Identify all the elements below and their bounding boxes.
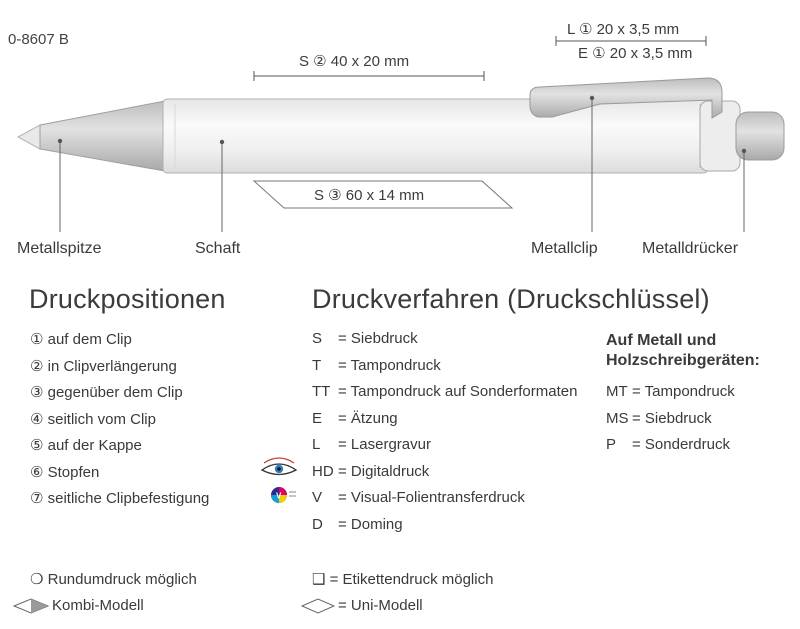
label-metal-pusher: Metalldrücker: [642, 240, 739, 257]
positions-heading: Druckpositionen: [29, 284, 226, 314]
clip-laser-area-label: L ① 20 x 3,5 mm: [567, 21, 680, 38]
shaft-bottom-area-label: S ③ 60 x 14 mm: [314, 187, 425, 204]
visual-print-icon: [271, 487, 296, 503]
method-code: V: [312, 489, 323, 506]
method-label: = Ätzung: [338, 410, 398, 427]
label-metal-clip: Metallclip: [531, 240, 598, 257]
method-code: D: [312, 516, 323, 533]
legend-round-print: ❍ Rundumdruck möglich: [30, 571, 197, 588]
metal-label: = Tampondruck: [632, 383, 735, 400]
label-shaft: Schaft: [195, 240, 241, 257]
position-item: ③ gegenüber dem Clip: [30, 384, 183, 401]
metal-item: [606, 436, 730, 453]
label-metal-tip: Metallspitze: [17, 240, 102, 257]
method-item: [312, 516, 403, 533]
method-label: = Tampondruck: [338, 357, 441, 374]
metal-item: [606, 410, 712, 427]
metal-label: = Siebdruck: [632, 410, 712, 427]
method-item: [312, 330, 418, 347]
method-item: [312, 383, 577, 400]
method-item: [312, 410, 398, 427]
uni-model-icon: [302, 599, 334, 613]
method-code: T: [312, 357, 322, 374]
position-item: ⑦ seitliche Clipbefestigung: [30, 490, 210, 507]
clip-etching-area-label: E ① 20 x 3,5 mm: [578, 45, 693, 62]
metal-code: MS: [606, 410, 629, 427]
method-label: = Visual-Folientransferdruck: [338, 489, 525, 506]
method-item: [312, 357, 441, 374]
method-item: [312, 436, 431, 453]
metal-heading-line1: Auf Metall und: [606, 332, 717, 349]
method-label: = Lasergravur: [338, 436, 431, 453]
method-item: [312, 463, 429, 480]
method-item: [312, 489, 525, 506]
legend-label-print: ❑ = Etikettendruck möglich: [312, 571, 494, 588]
position-item: ② in Clipverlängerung: [30, 358, 177, 375]
metal-code: P: [606, 436, 617, 453]
pen-tip: [18, 125, 40, 149]
eye-icon: [262, 458, 296, 475]
method-code: E: [312, 410, 323, 427]
methods-heading: Druckverfahren (Druckschlüssel): [312, 284, 710, 314]
legend-uni-model: = Uni-Modell: [338, 597, 423, 614]
method-code: HD: [312, 463, 334, 480]
method-label: = Digitaldruck: [338, 463, 430, 480]
position-item: ④ seitlich vom Clip: [30, 411, 156, 428]
pen-nose-cone: [40, 101, 165, 171]
article-number: 0-8607 B: [8, 31, 69, 48]
method-label: = Doming: [338, 516, 403, 533]
method-label: = Siebdruck: [338, 330, 418, 347]
metal-label: = Sonderdruck: [632, 436, 730, 453]
method-code: S: [312, 330, 323, 347]
metal-item: [606, 383, 735, 400]
svg-text:V: V: [276, 491, 282, 501]
metal-code: MT: [606, 383, 628, 400]
method-code: TT: [312, 383, 331, 400]
shaft-top-area-label: S ② 40 x 20 mm: [299, 53, 410, 70]
legend-kombi-model: Kombi-Modell: [52, 597, 144, 614]
position-item: ⑤ auf der Kappe: [30, 437, 142, 454]
method-code: L: [312, 436, 321, 453]
pen-shaft: [163, 99, 708, 173]
position-item: ① auf dem Clip: [30, 331, 132, 348]
method-label: = Tampondruck auf Sonderformaten: [338, 383, 578, 400]
metal-heading-line2: Holzschreibgeräten:: [606, 352, 760, 369]
position-item: ⑥ Stopfen: [30, 464, 100, 481]
